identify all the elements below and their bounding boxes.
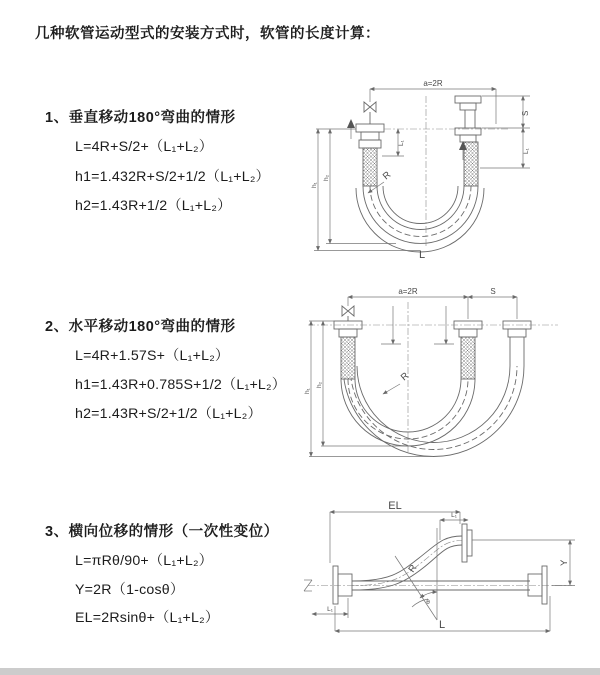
formula-line: h1=1.432R+S/2+1/2（L₁+L₂） bbox=[75, 168, 270, 185]
dimension-fitting-top bbox=[440, 512, 468, 540]
formula-line: EL=2Rsinθ+（L₁+L₂） bbox=[75, 610, 220, 626]
formula-line: L=4R+1.57S+（L₁+L₂） bbox=[75, 348, 230, 364]
formula-line: Y=2R（1-cosθ） bbox=[75, 581, 185, 598]
dimension-stroke bbox=[482, 96, 530, 128]
height-inner-label: h₂ bbox=[316, 381, 323, 388]
left-flange-fitting bbox=[356, 124, 384, 148]
formula-line: h2=1.43R+S/2+1/2（L₁+L₂） bbox=[75, 406, 262, 422]
angle-construction bbox=[395, 528, 437, 620]
right-flange-fitting bbox=[455, 96, 481, 142]
radius-callout bbox=[383, 370, 411, 394]
stroke-label: S bbox=[490, 287, 496, 296]
dimension-heights bbox=[311, 129, 420, 251]
length-label: L bbox=[418, 249, 426, 261]
centerlines bbox=[316, 96, 508, 248]
formula-line: L=4R+S/2+（L₁+L₂） bbox=[75, 139, 214, 155]
fitting-top-label: L₁ bbox=[451, 512, 457, 519]
dimension-fitting-right bbox=[480, 128, 530, 168]
s-curve-hose bbox=[352, 536, 462, 590]
dimension-length bbox=[335, 596, 550, 631]
top-right-flange-fitting bbox=[462, 524, 472, 562]
dimension-span bbox=[370, 79, 496, 124]
diagram-vertical-180-bend bbox=[308, 76, 598, 261]
right-flange-fitting bbox=[503, 321, 531, 337]
section-1-heading: 1、垂直移动180°弯曲的情形 bbox=[45, 110, 236, 126]
formula-line: h2=1.43R+1/2（L₁+L₂） bbox=[75, 198, 232, 214]
formula-line: L=πRθ/90+（L₁+L₂） bbox=[75, 553, 214, 569]
dimension-offset bbox=[472, 540, 575, 586]
right-flange-fitting bbox=[528, 566, 547, 604]
height-inner-label: h₂ bbox=[323, 174, 330, 181]
angle-label: θ bbox=[426, 599, 430, 606]
extended-length-label: EL bbox=[388, 500, 402, 512]
radius-label: R bbox=[406, 562, 420, 575]
dimension-span bbox=[348, 287, 517, 319]
left-flange-fitting bbox=[334, 321, 362, 337]
dimension-heights bbox=[304, 321, 433, 457]
offset-label: Y bbox=[559, 559, 570, 566]
height-outer-label: h₁ bbox=[304, 388, 311, 394]
valve-icon bbox=[364, 102, 376, 124]
fitting-left-label: L₁ bbox=[327, 606, 333, 613]
section-2-heading: 2、水平移动180°弯曲的情形 bbox=[45, 319, 236, 335]
diagram-horizontal-180-bend bbox=[303, 284, 600, 464]
fitting-left-label: L₁ bbox=[398, 140, 405, 146]
dimension-fitting-left bbox=[382, 129, 405, 156]
section-3-formulas bbox=[75, 547, 219, 633]
dimension-fitting-left bbox=[312, 598, 348, 618]
straight-hose-position bbox=[308, 581, 572, 590]
middle-flange-fitting bbox=[454, 321, 482, 337]
span-label: a=2R bbox=[423, 79, 443, 88]
fitting-right-label: L₁ bbox=[523, 148, 530, 154]
radius-label: R bbox=[398, 370, 412, 384]
formula-line: h1=1.43R+0.785S+1/2（L₁+L₂） bbox=[75, 377, 287, 393]
radius-label: R bbox=[380, 169, 394, 183]
section-2-formulas bbox=[75, 342, 286, 429]
section-1-formulas bbox=[75, 133, 270, 222]
page-bottom-edge bbox=[0, 668, 600, 675]
height-outer-label: h₁ bbox=[311, 182, 318, 188]
diagram-lateral-displacement bbox=[300, 500, 600, 645]
page-title: 几种软管运动型式的安装方式时，软管的长度计算： bbox=[35, 26, 380, 42]
section-3-heading: 3、横向位移的情形（一次性变位） bbox=[45, 524, 279, 540]
hose-u-arcs bbox=[341, 337, 524, 457]
length-label: L bbox=[438, 619, 446, 631]
span-label: a=2R bbox=[398, 287, 418, 296]
left-flange-fitting bbox=[333, 566, 352, 604]
stroke-label: S bbox=[521, 110, 530, 116]
valve-icon bbox=[342, 306, 354, 321]
hose-u-arcs bbox=[356, 176, 484, 252]
